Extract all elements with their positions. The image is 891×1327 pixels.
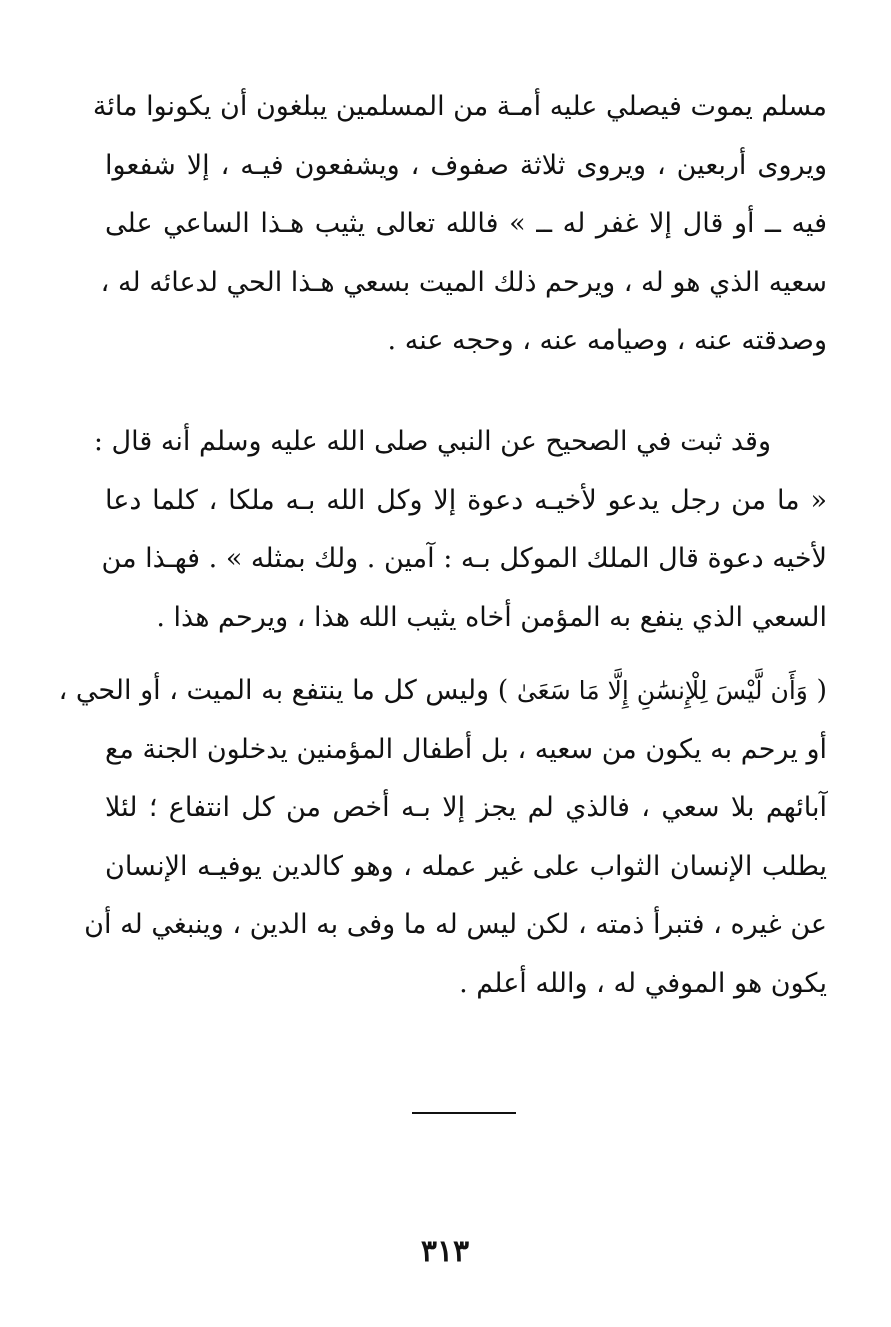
text-line: سعيه الذي هو له ، ويرحم ذلك الميت بسعي هـذا الحي لدعائه له ، bbox=[100, 266, 827, 298]
paragraph-1 bbox=[92, 78, 827, 371]
text-line: يكون هو الموفي له ، والله أعلم . bbox=[459, 967, 827, 999]
text-line: السعي الذي ينفع به المؤمن أخاه يثيب الله هذا ، ويرحم هذا . bbox=[156, 601, 827, 633]
text-line: وصدقته عنه ، وصيامه عنه ، وحجه عنه . bbox=[387, 325, 827, 357]
quran-verse: وَأَن لَّيْسَ لِلْإِنسَٰنِ إِلَّا مَا سَعَىٰ bbox=[516, 676, 808, 705]
text-line-with-quran-verse bbox=[58, 662, 827, 721]
text-line: مسلم يموت فيصلي عليه أمـة من المسلمين يبلغون أن يكونوا مائة bbox=[92, 91, 827, 122]
paragraph-3 bbox=[58, 662, 827, 1014]
page-number: ٣١٣ bbox=[420, 1234, 470, 1269]
text-line: أو يرحم به يكون من سعيه ، بل أطفال المؤمنين يدخلون الجنة مع bbox=[105, 733, 827, 765]
text-line: ويروى أربعين ، ويروى ثلاثة صفوف ، ويشفعون فيـه ، إلا شفعوا bbox=[105, 149, 827, 181]
text-line: يطلب الإنسان الثواب على غير عمله ، وهو كالدين يوفيـه الإنسان bbox=[105, 850, 827, 882]
text-segment: وليس كل ما ينتفع به الميت ، أو الحي ، bbox=[58, 675, 490, 706]
quran-bracket-open: ( bbox=[816, 675, 827, 706]
section-divider bbox=[412, 1112, 516, 1114]
paragraph-2 bbox=[93, 413, 827, 647]
text-line: آبائهم بلا سعي ، فالذي لم يجز إلا بـه أخص من كل انتفاع ؛ لئلا bbox=[105, 792, 827, 824]
text-line: عن غيره ، فتبرأ ذمته ، لكن ليس له ما وفى به الدين ، وينبغي له أن bbox=[84, 909, 827, 941]
quran-bracket-close: ) bbox=[497, 675, 509, 706]
text-line: وقد ثبت في الصحيح عن النبي صلى الله عليه وسلم أنه قال : bbox=[93, 426, 771, 457]
text-line: لأخيه دعوة قال الملك الموكل بـه : آمين . ولك بمثله » . فهـذا من bbox=[101, 543, 827, 575]
text-line: فيه ــ أو قال إلا غفر له ــ » فالله تعالى يثيب هـذا الساعي على bbox=[105, 208, 827, 240]
text-line: « ما من رجل يدعو لأخيـه دعوة إلا وكل الله بـه ملكا ، كلما دعا bbox=[105, 484, 827, 516]
